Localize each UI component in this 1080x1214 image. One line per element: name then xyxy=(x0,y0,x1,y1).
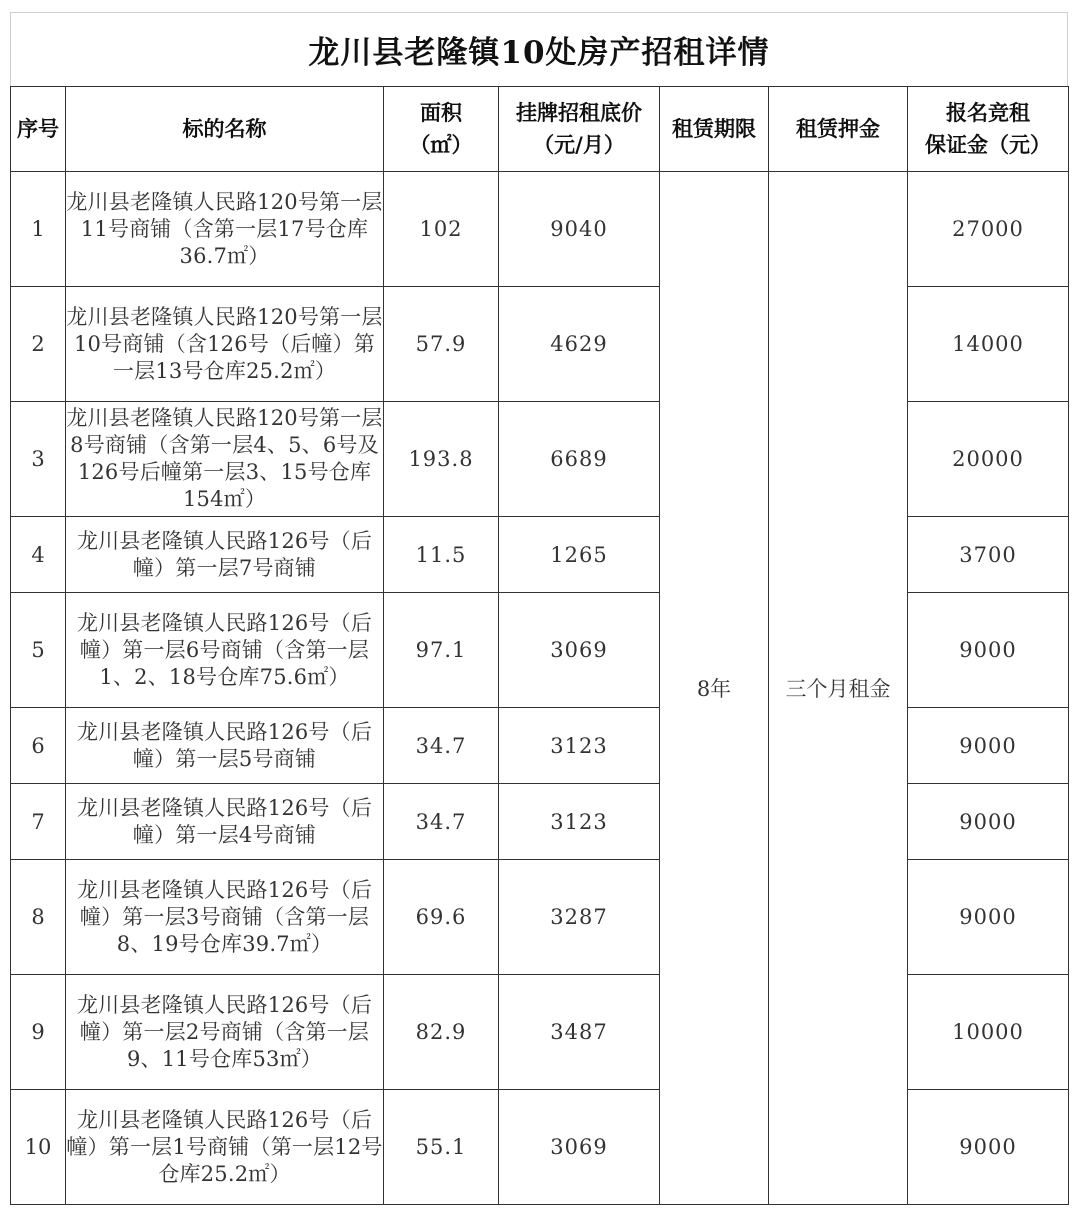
row-price: 3287 xyxy=(499,860,660,975)
row-bond: 9000 xyxy=(908,860,1069,975)
header-row xyxy=(11,87,1069,172)
lease-term-cell: 8年 xyxy=(660,172,769,1205)
row-area: 34.7 xyxy=(384,784,499,860)
header-index: 序号 xyxy=(11,87,66,172)
row-name: 龙川县老隆镇人民路126号（后幢）第一层6号商铺（含第一层1、2、18号仓库75.6㎡） xyxy=(66,593,384,708)
page-title: 龙川县老隆镇10处房产招租详情 xyxy=(308,35,770,71)
table-header xyxy=(11,87,1069,172)
table-title-box xyxy=(10,12,1068,86)
row-area: 102 xyxy=(384,172,499,287)
row-index: 1 xyxy=(11,172,66,287)
row-bond: 14000 xyxy=(908,287,1069,402)
row-name: 龙川县老隆镇人民路120号第一层10号商铺（含126号（后幢）第一层13号仓库25.2㎡） xyxy=(66,287,384,402)
row-bond: 9000 xyxy=(908,1090,1069,1205)
row-name: 龙川县老隆镇人民路126号（后幢）第一层1号商铺（第一层12号仓库25.2㎡） xyxy=(66,1090,384,1205)
table-row xyxy=(11,517,1069,593)
row-bond: 9000 xyxy=(908,593,1069,708)
row-bond: 9000 xyxy=(908,784,1069,860)
row-bond: 9000 xyxy=(908,708,1069,784)
table-row xyxy=(11,1090,1069,1205)
row-bond: 20000 xyxy=(908,402,1069,517)
row-price: 3069 xyxy=(499,1090,660,1205)
table-body xyxy=(11,172,1069,1205)
row-price: 6689 xyxy=(499,402,660,517)
table-row xyxy=(11,860,1069,975)
header-area-line2: （㎡） xyxy=(409,133,473,157)
row-area: 55.1 xyxy=(384,1090,499,1205)
row-name: 龙川县老隆镇人民路120号第一层8号商铺（含第一层4、5、6号及126号后幢第一层3、15号仓库154㎡） xyxy=(66,402,384,517)
row-price: 3069 xyxy=(499,593,660,708)
header-price-line1: 挂牌招租底价 xyxy=(516,101,642,125)
lease-deposit-cell: 三个月租金 xyxy=(769,172,908,1205)
row-index: 8 xyxy=(11,860,66,975)
row-price: 9040 xyxy=(499,172,660,287)
row-price: 3123 xyxy=(499,784,660,860)
row-name: 龙川县老隆镇人民路126号（后幢）第一层2号商铺（含第一层9、11号仓库53㎡） xyxy=(66,975,384,1090)
row-bond: 10000 xyxy=(908,975,1069,1090)
header-bond-line2: 保证金（元） xyxy=(925,133,1051,157)
row-area: 57.9 xyxy=(384,287,499,402)
row-price: 1265 xyxy=(499,517,660,593)
rental-table xyxy=(10,86,1069,1205)
row-area: 82.9 xyxy=(384,975,499,1090)
header-area-line1: 面积 xyxy=(420,101,462,125)
row-area: 97.1 xyxy=(384,593,499,708)
row-index: 6 xyxy=(11,708,66,784)
header-bond xyxy=(908,87,1069,172)
table-row xyxy=(11,593,1069,708)
row-area: 193.8 xyxy=(384,402,499,517)
row-name: 龙川县老隆镇人民路126号（后幢）第一层3号商铺（含第一层8、19号仓库39.7㎡） xyxy=(66,860,384,975)
row-bond: 27000 xyxy=(908,172,1069,287)
row-name: 龙川县老隆镇人民路120号第一层11号商铺（含第一层17号仓库36.7㎡） xyxy=(66,172,384,287)
row-name: 龙川县老隆镇人民路126号（后幢）第一层5号商铺 xyxy=(66,708,384,784)
header-term: 租赁期限 xyxy=(660,87,769,172)
table-row xyxy=(11,784,1069,860)
table-row xyxy=(11,172,1069,287)
header-price-line2: （元/月） xyxy=(533,133,625,157)
row-index: 3 xyxy=(11,402,66,517)
row-index: 7 xyxy=(11,784,66,860)
row-area: 11.5 xyxy=(384,517,499,593)
table-row xyxy=(11,287,1069,402)
row-price: 3123 xyxy=(499,708,660,784)
header-deposit: 租赁押金 xyxy=(769,87,908,172)
header-price xyxy=(499,87,660,172)
row-price: 3487 xyxy=(499,975,660,1090)
row-area: 34.7 xyxy=(384,708,499,784)
header-bond-line1: 报名竞租 xyxy=(946,101,1030,125)
header-area xyxy=(384,87,499,172)
header-name: 标的名称 xyxy=(66,87,384,172)
row-price: 4629 xyxy=(499,287,660,402)
row-index: 4 xyxy=(11,517,66,593)
row-name: 龙川县老隆镇人民路126号（后幢）第一层4号商铺 xyxy=(66,784,384,860)
row-area: 69.6 xyxy=(384,860,499,975)
row-index: 2 xyxy=(11,287,66,402)
table-row xyxy=(11,402,1069,517)
table-row xyxy=(11,708,1069,784)
row-index: 10 xyxy=(11,1090,66,1205)
row-index: 5 xyxy=(11,593,66,708)
row-bond: 3700 xyxy=(908,517,1069,593)
table-row xyxy=(11,975,1069,1090)
row-index: 9 xyxy=(11,975,66,1090)
row-name: 龙川县老隆镇人民路126号（后幢）第一层7号商铺 xyxy=(66,517,384,593)
